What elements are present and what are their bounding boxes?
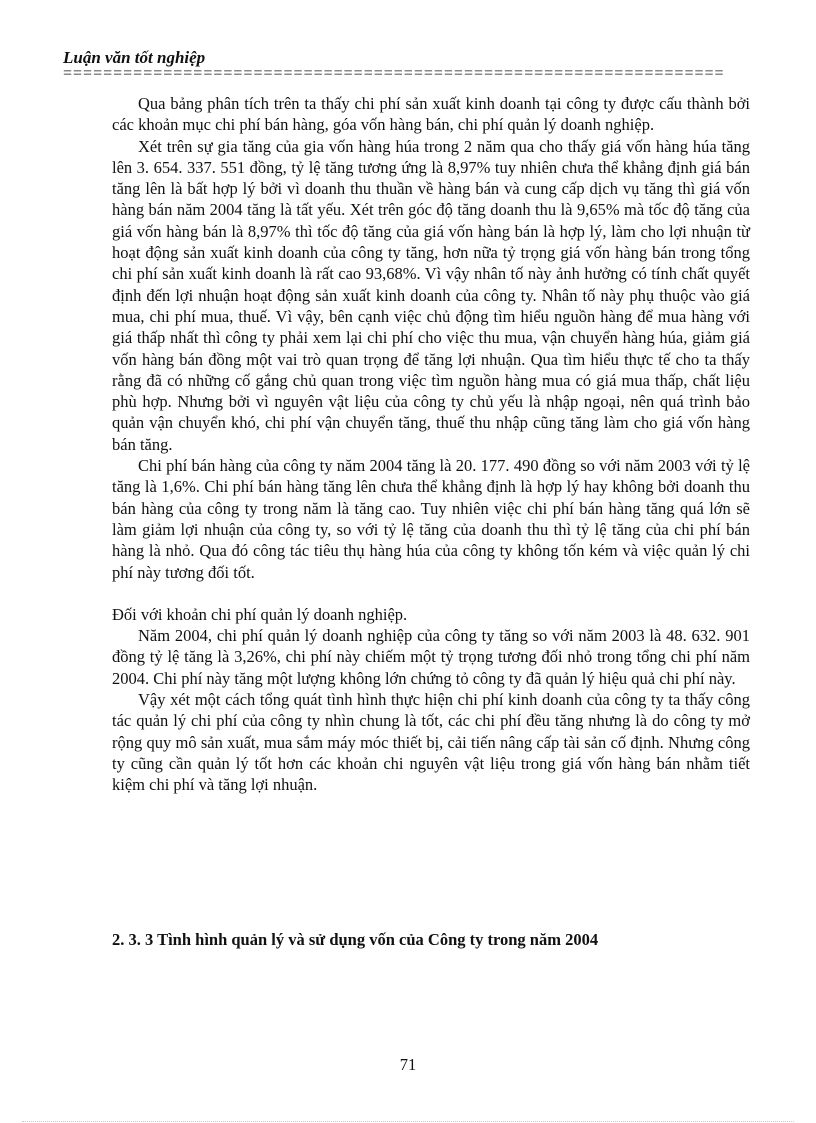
- paragraph-selling-expenses: Chi phí bán hàng của công ty năm 2004 tăng là 20. 177. 490 đồng so với năm 2003 với tỷ lệ tăng là 1,6%. Chi phí bán hàng tăng lên chưa thể khẳng định là hợp lý hay không bởi doanh thu bán hàng của công ty trong năm là tăng cao. Tuy nhiên việc chi phí bán hàng tăng quá lớn sẽ làm giảm lợi nhuận của công ty, so với tỷ lệ tăng của doanh thu thì tỷ lệ tăng của chi phí bán hàng là nhỏ. Qua đó công tác tiêu thụ hàng húa của công ty không tốn kém và việc quản lý chi phí này tương đối tốt.: [112, 456, 750, 582]
- paragraph-conclusion: Vậy xét một cách tổng quát tình hình thực hiện chi phí kinh doanh của công ty ta thấy công tác quản lý chi phí của công ty nhìn chung là tốt, các chi phí đều tăng nhưng là do công ty mở rộng quy mô sản xuất, mua sắm máy móc thiết bị, cải tiến nâng cấp tài sản cố định. Nhưng công ty cũng cần quản lý tốt hơn các khoản chi nguyên vật liệu trong giá vốn hàng bán nhằm tiết kiệm chi phí và tăng lợi nhuận.: [112, 690, 750, 795]
- section-heading: 2. 3. 3 Tình hình quản lý và sử dụng vốn của Công ty trong năm 2004: [112, 930, 599, 949]
- document-header-title: Luận văn tốt nghiệp: [63, 48, 206, 67]
- paragraph-admin-expenses: Năm 2004, chi phí quản lý doanh nghiệp của công ty tăng so với năm 2003 là 48. 632. 901 đồng tỷ lệ tăng là 3,26%, chi phí này chiếm một tỷ trọng tương đối nhỏ trong tổng chi phí năm 2004. Chi phí này tăng một lượng không lớn chứng tỏ công ty đã quản lý hiệu quả chi phí này.: [112, 626, 750, 688]
- paragraph-cost-structure: Qua bảng phân tích trên ta thấy chi phí sản xuất kinh doanh tại công ty được cấu thành bởi các khoản mục chi phí bán hàng, góa vốn hàng bán, chi phí quản lý doanh nghiệp.: [112, 94, 750, 135]
- paragraph-admin-expenses-intro: Đối với khoản chi phí quản lý doanh nghiệp.: [112, 604, 408, 624]
- body-text: [112, 93, 750, 796]
- page-bottom-border: [22, 1121, 794, 1122]
- header-separator-rule: ==================================================================: [63, 66, 725, 82]
- paragraph-spacer: [112, 583, 750, 604]
- page-number: 71: [399, 1055, 417, 1074]
- paragraph-cost-of-goods: Xét trên sự gia tăng của gia vốn hàng húa trong 2 năm qua cho thấy giá vốn hàng húa tăng lên 3. 654. 337. 551 đồng, tỷ lệ tăng tương ứng là 8,97% tuy nhiên chưa thể khẳng định giá bán tăng lên là bất hợp lý bởi vì doanh thu thuần về hàng bán và cung cấp dịch vụ tăng thì giá vốn hàng bán năm 2004 tăng là tất yếu. Xét trên góc độ tăng doanh thu là 9,65% mà tốc độ tăng của giá vốn hàng bán là 8,97% thì tốc độ tăng của giá vốn hàng bán là hợp lý, làm cho lợi nhuận từ hoạt động sản xuất kinh doanh của công ty tăng, hơn nữa tỷ trọng giá vốn hàng bán trong tổng chi phí sản xuất kinh doanh là rất cao 93,68%. Vì vậy nhân tố này ảnh hưởng có tính chất quyết định đến lợi nhuận hoạt động sản xuất kinh doanh của công ty. Nhân tố này phụ thuộc vào giá mua, chi phí mua, thuế. Vì vậy, bên cạnh việc chủ động tìm hiểu nguồn hàng để mua hàng với giá thấp nhất thì công ty phải xem lại chi phí cho việc thu mua, vận chuyển hàng húa, giảm giá vốn hàng bán đồng một vai trò quan trọng để tăng lợi nhuận. Qua tìm hiểu thực tế cho ta thấy rằng đã có những cố gắng chủ quan trong việc tìm nguồn hàng mua có giá mua thấp, chất liệu phù hợp. Nhưng bởi vì nguyên vật liệu của công ty chủ yếu là nhập ngoại, nên quá trình bảo quản vận chuyển khó, chi phí vận chuyển tăng, thuế thu nhập cũng tăng làm cho giá vốn hàng bán tăng.: [112, 136, 750, 454]
